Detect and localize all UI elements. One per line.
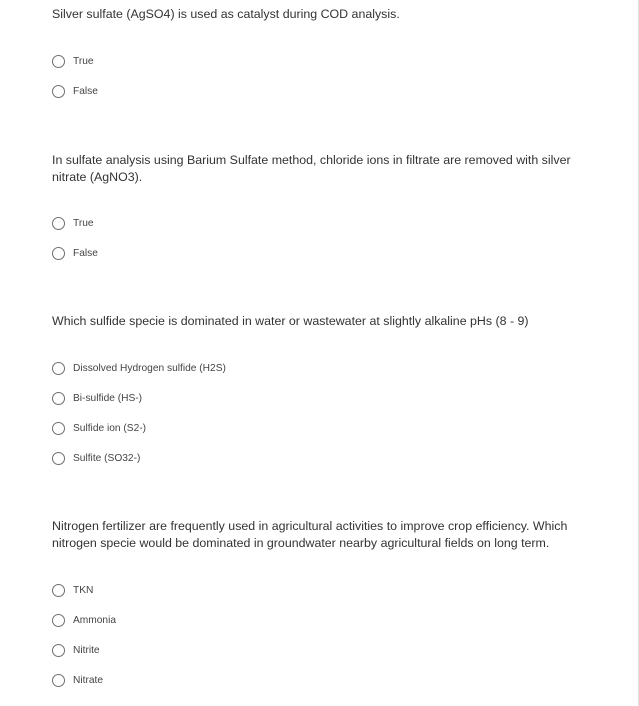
option-label: Ammonia: [73, 614, 117, 626]
question-3-option-so3[interactable]: [52, 443, 226, 473]
option-label: Sulfite (SO32-): [73, 452, 141, 464]
question-3-text: Which sulfide specie is dominated in water or wastewater at slightly alkaline pHs (8 - 9): [52, 314, 529, 328]
question-3-options: [52, 353, 226, 473]
question-1-options: [52, 46, 98, 106]
question-4: [52, 518, 602, 686]
question-4-option-ammonia[interactable]: [52, 605, 116, 635]
radio-button[interactable]: [52, 85, 65, 98]
option-label: True: [73, 217, 94, 229]
radio-button[interactable]: [52, 422, 65, 435]
option-label: Sulfide ion (S2-): [73, 422, 147, 434]
option-label: False: [73, 247, 98, 259]
radio-button[interactable]: [52, 674, 65, 687]
question-4-text: Nitrogen fertilizer are frequently used in agricultural activities to improve crop efficiency. Which nitrogen specie would be dominated in groundwater nearby agricultural fields on long term.: [52, 519, 568, 550]
radio-button[interactable]: [52, 644, 65, 657]
question-2-options: [52, 208, 98, 268]
question-1-text: Silver sulfate (AgSO4) is used as catalyst during COD analysis.: [52, 7, 400, 21]
radio-button[interactable]: [52, 247, 65, 260]
option-label: True: [73, 55, 94, 67]
question-2-text: In sulfate analysis using Barium Sulfate method, chloride ions in filtrate are removed with silver nitrate (AgNO3).: [52, 153, 571, 184]
radio-button[interactable]: [52, 362, 65, 375]
question-1-option-true[interactable]: [52, 46, 98, 76]
option-label: False: [73, 85, 98, 97]
radio-button[interactable]: [52, 452, 65, 465]
option-label: Nitrate: [73, 674, 104, 686]
radio-button[interactable]: [52, 217, 65, 230]
question-3-option-s2[interactable]: [52, 413, 226, 443]
radio-button[interactable]: [52, 392, 65, 405]
question-3: [52, 313, 602, 464]
question-4-option-tkn[interactable]: [52, 575, 116, 605]
question-2-option-false[interactable]: [52, 238, 98, 268]
question-3-option-h2s[interactable]: [52, 353, 226, 383]
question-1-option-false[interactable]: [52, 76, 98, 106]
option-label: TKN: [73, 584, 94, 596]
radio-button[interactable]: [52, 55, 65, 68]
question-3-option-hs[interactable]: [52, 383, 226, 413]
option-label: Nitrite: [73, 644, 100, 656]
option-label: Bi-sulfide (HS-): [73, 392, 143, 404]
question-2: [52, 152, 602, 259]
question-4-options: [52, 575, 116, 695]
question-4-option-nitrite[interactable]: [52, 635, 116, 665]
radio-button[interactable]: [52, 614, 65, 627]
option-label: Dissolved Hydrogen sulfide (H2S): [73, 362, 226, 374]
radio-button[interactable]: [52, 584, 65, 597]
question-4-option-nitrate[interactable]: [52, 665, 116, 695]
question-1: [52, 6, 602, 97]
question-2-option-true[interactable]: [52, 208, 98, 238]
